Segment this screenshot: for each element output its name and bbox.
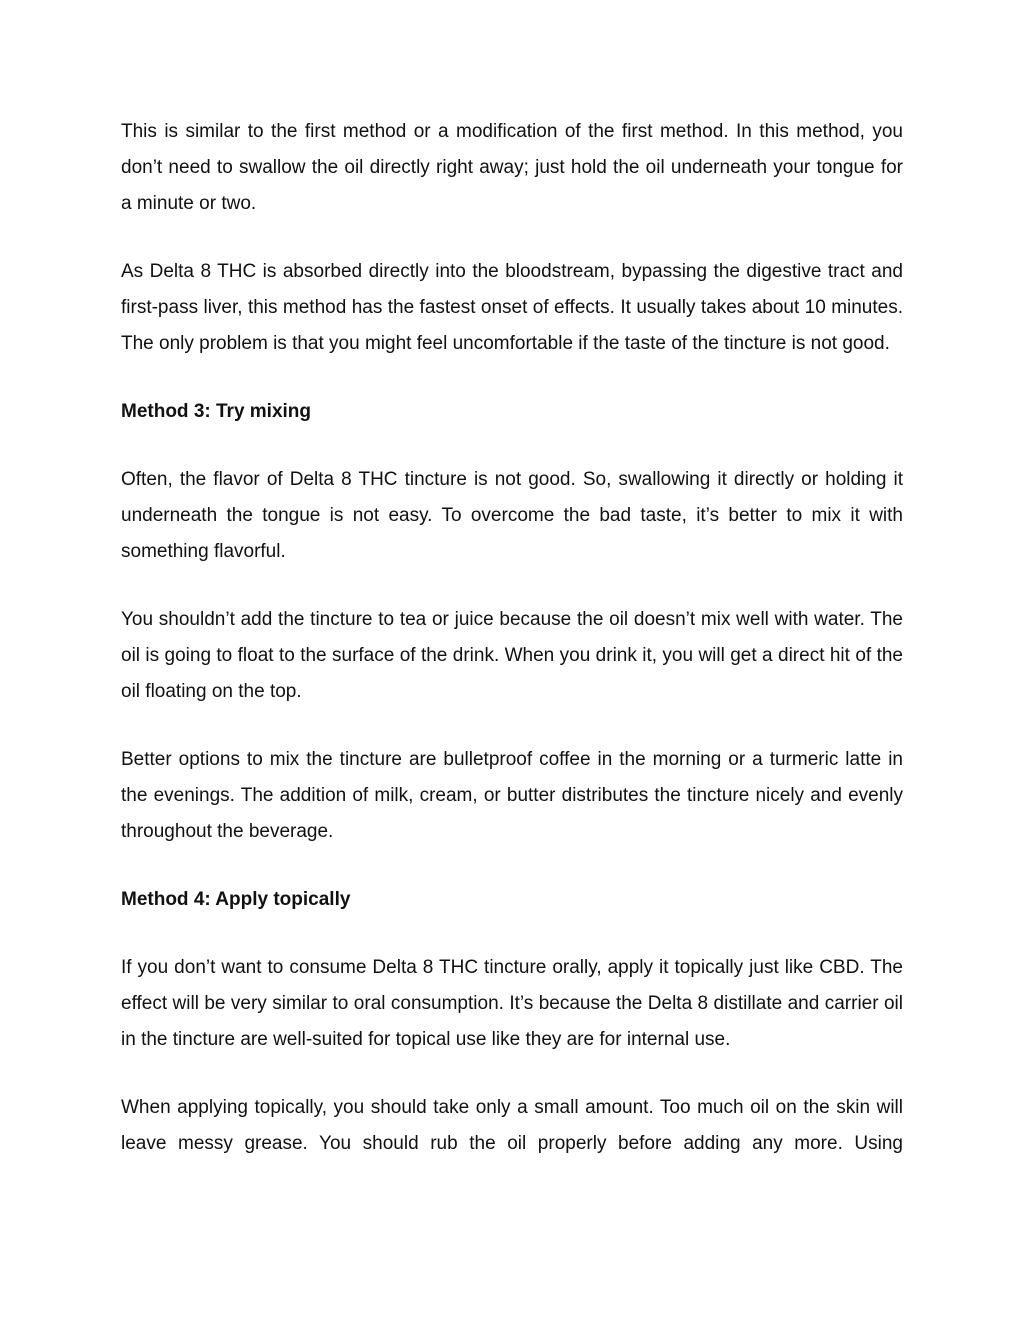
paragraph-absorption: As Delta 8 THC is absorbed directly into the bloodstream, bypassing the digestive tract and first-pass liver, this method has the fastest onset of effects. It usually takes about 10 minutes. The only problem is that you might feel uncomfortable if the taste of the tincture is not good. <box>121 261 903 354</box>
paragraph-topical: If you don’t want to consume Delta 8 THC tincture orally, apply it topically just like CBD. The effect will be very similar to oral consumption. It’s because the Delta 8 distillate and carrier oil in the tincture are well-suited for topical use like they are for internal use. <box>121 957 903 1050</box>
paragraph-better-options: Better options to mix the tincture are bulletproof coffee in the morning or a turmeric latte in the evenings. The addition of milk, cream, or butter distributes the tincture nicely and evenly throughout the beverage. <box>121 749 903 842</box>
heading-method-3: Method 3: Try mixing <box>121 401 312 422</box>
heading-method-4: Method 4: Apply topically <box>121 889 351 910</box>
paragraph-flavor: Often, the flavor of Delta 8 THC tincture is not good. So, swallowing it directly or holding it underneath the tongue is not easy. To overcome the bad taste, it’s better to mix it with something flavorful. <box>121 469 903 562</box>
paragraph-sublingual-intro: This is similar to the first method or a modification of the first method. In this method, you don’t need to swallow the oil directly right away; just hold the oil underneath your tongue for a minute or two. <box>121 121 903 214</box>
paragraph-applying-topically: When applying topically, you should take only a small amount. Too much oil on the skin will leave messy grease. You should rub the oil properly before adding any more. Using <box>121 1097 903 1154</box>
document-page <box>121 114 903 1162</box>
paragraph-tea-juice: You shouldn’t add the tincture to tea or juice because the oil doesn’t mix well with water. The oil is going to float to the surface of the drink. When you drink it, you will get a direct hit of the oil floating on the top. <box>121 609 903 702</box>
